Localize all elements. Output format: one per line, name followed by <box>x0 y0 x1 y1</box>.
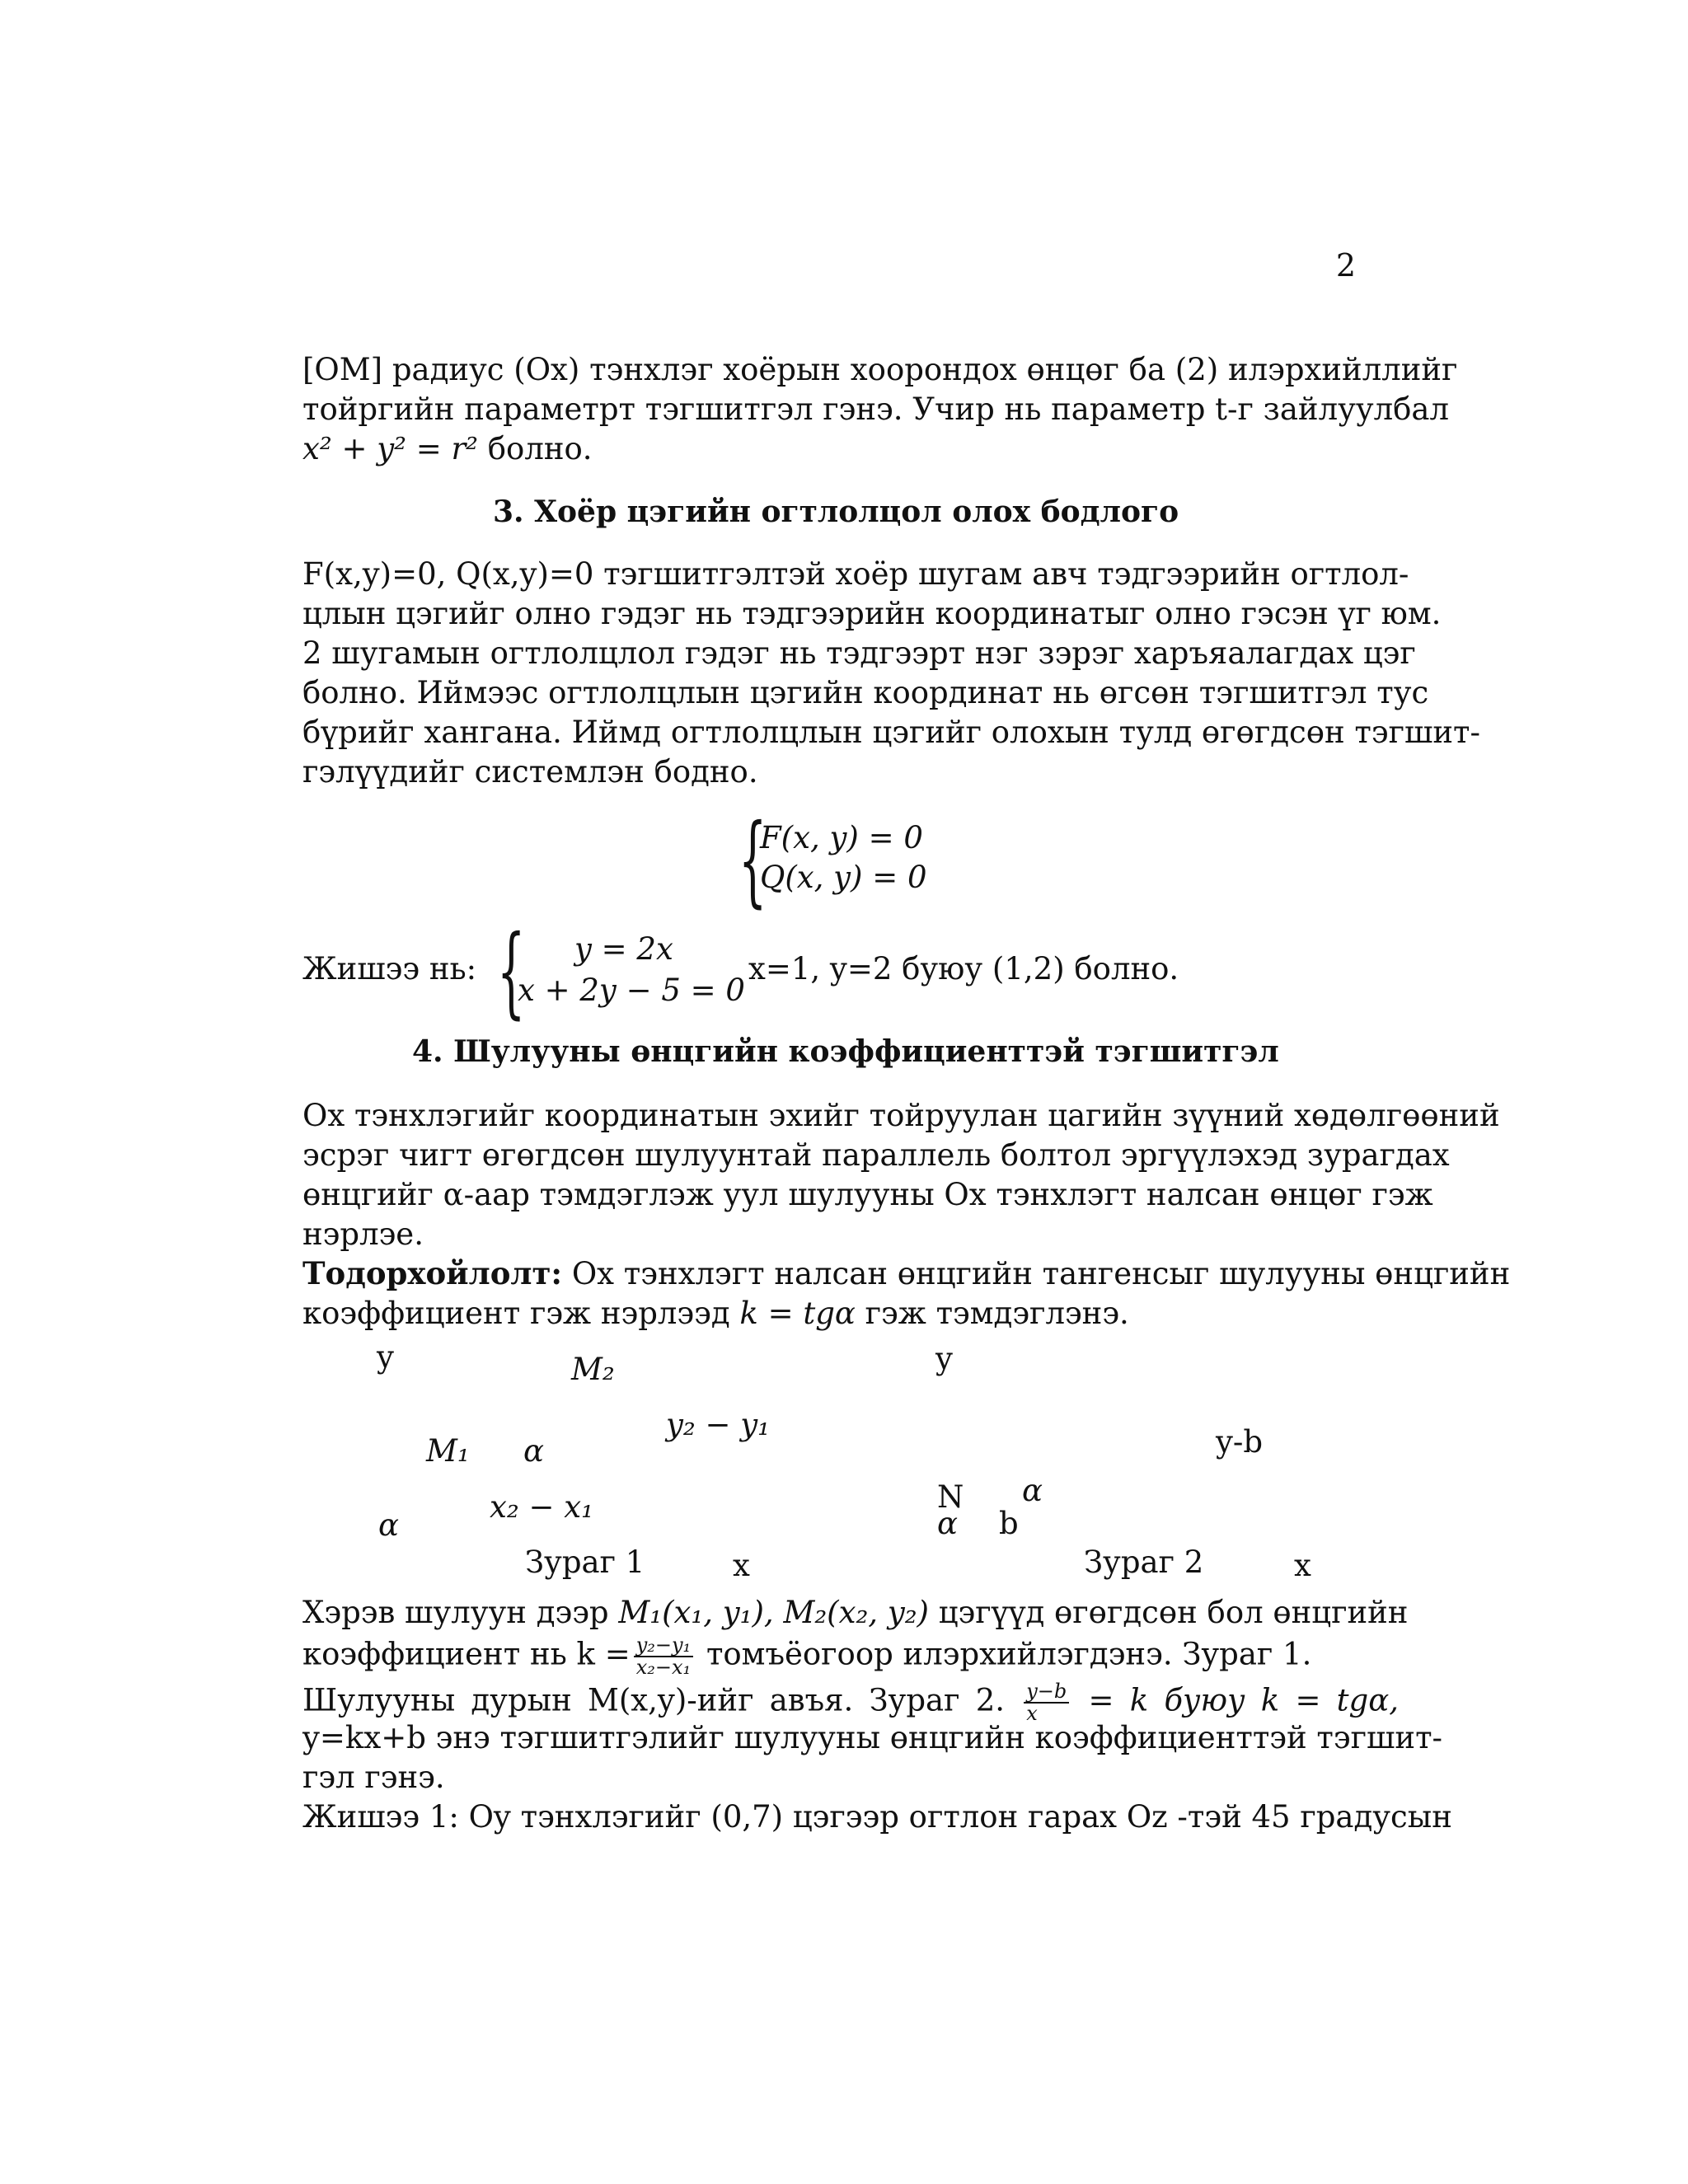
section-4-line: өнцгийг α-аар тэмдэглэж уул шулууны Ox тэнхлэгт налсан өнцөг гэж <box>302 1177 1433 1212</box>
fig1-alpha-bottom: α <box>378 1507 399 1543</box>
fig2-yb-label: y-b <box>1216 1424 1264 1460</box>
example-label: Жишээ нь: <box>302 951 477 987</box>
section-3-line: гэлүүдийг системлэн бодно. <box>302 754 758 790</box>
example-eq-2: x + 2y − 5 = 0 <box>518 972 745 1008</box>
closing-line-6: Жишээ 1: Oy тэнхлэгийг (0,7) цэгээр огтлон гарах Oz -тэй 45 градусын <box>302 1799 1452 1835</box>
closing-line-2: коэффициент нь k = $\frac{\text{y₂−y₁}}{\text{x₂−x₁}}$ томъёогоор илэрхийлэгдэнэ. Зураг 1. <box>302 1633 1312 1680</box>
intro-line-3-text: болно. <box>487 431 593 466</box>
fig1-x-axis-label: x <box>733 1548 750 1583</box>
circle-equation: x² + y² = r² <box>302 431 479 466</box>
slope-formula: k = tgα <box>739 1296 856 1331</box>
example-brace: { <box>496 915 526 1029</box>
definition-line-1 <box>302 1255 1511 1291</box>
fig2-y-axis-label: y <box>935 1341 953 1376</box>
section-3-heading: 3. Хоёр цэгийн огтлолцол олох бодлого <box>493 494 1179 529</box>
fig1-y-axis-label: y <box>377 1339 394 1375</box>
fig1-m2-label: M₂ <box>571 1352 615 1387</box>
definition-text: Ox тэнхлэгт налсан өнцгийн тангенсыг шулууны өнцгийн <box>571 1256 1511 1291</box>
fig2-alpha-right: α <box>1022 1473 1043 1508</box>
points-m1-m2: M₁(x₁, y₁), M₂(x₂, y₂) <box>618 1595 929 1630</box>
fig2-n-label: N <box>937 1479 964 1515</box>
fig2-b-label: b <box>999 1506 1019 1541</box>
fig1-caption: Зураг 1 <box>525 1544 645 1580</box>
closing-line-5: гэл гэнэ. <box>302 1760 445 1795</box>
definition-line-2: коэффициент гэж нэрлээд k = tgα гэж тэмдэглэнэ. <box>302 1296 1129 1331</box>
intro-line-3 <box>302 431 593 466</box>
fig1-m1-label: M₁ <box>426 1433 470 1469</box>
closing-line-3: Шулууны дурын M(x,y)-ийг авъя. Зураг 2. $\frac{y-b}{x}$ = k буюу k = tgα, <box>302 1680 1399 1726</box>
section-3-line: F(x,y)=0, Q(x,y)=0 тэгшитгэлтэй хоёр шугам авч тэдгээрийн огтлол- <box>302 556 1409 592</box>
closing-line-1: Хэрэв шулуун дээр M₁(x₁, y₁), M₂(x₂, y₂) цэгүүд өгөгдсөн бол өнцгийн <box>302 1595 1409 1630</box>
system-eq-2: Q(x, y) = 0 <box>760 860 927 895</box>
section-3-line: 2 шугамын огтлолцлол гэдэг нь тэдгээрт нэг зэрэг харъяалагдах цэг <box>302 635 1416 671</box>
fig2-caption: Зураг 2 <box>1084 1544 1204 1580</box>
section-3-line: цлын цэгийг олно гэдэг нь тэдгээрийн координатыг олно гэсэн үг юм. <box>302 596 1442 631</box>
definition-label: Тодорхойлолт: <box>302 1255 563 1291</box>
slope-fraction: $\frac{\text{y₂−y₁}}{\text{x₂−x₁}}$ <box>634 1635 693 1678</box>
intro-line-1: [OM] радиус (Ox) тэнхлэг хоёрын хоорондох өнцөг ба (2) илэрхийллийг <box>302 352 1458 387</box>
yb-over-x-fraction: $\frac{y-b}{x}$ <box>1024 1681 1069 1724</box>
example-eq-1: y = 2x <box>574 931 673 967</box>
section-4-line: Ox тэнхлэгийг координатын эхийг тойруулан цагийн зүүний хөдөлгөөний <box>302 1098 1500 1133</box>
fig2-x-axis-label: x <box>1294 1548 1311 1583</box>
page-number: 2 <box>1335 247 1356 284</box>
fig2-alpha-left: α <box>937 1506 958 1541</box>
section-4-line: нэрлэе. <box>302 1216 424 1252</box>
system-brace: { <box>738 804 767 918</box>
intro-line-2: тойргийн параметрт тэгшитгэл гэнэ. Учир нь параметр t-г зайлуулбал <box>302 391 1449 427</box>
example-result: x=1, y=2 буюу (1,2) болно. <box>748 951 1179 987</box>
fig1-alpha-top: α <box>523 1433 544 1469</box>
system-eq-1: F(x, y) = 0 <box>760 820 923 855</box>
section-3-line: болно. Иймээс огтлолцлын цэгийн координат нь өгсөн тэгшитгэл тус <box>302 675 1429 710</box>
closing-line-4: y=kx+b энэ тэгшитгэлийг шулууны өнцгийн коэффициенттэй тэгшит- <box>302 1720 1443 1755</box>
section-4-line: эсрэг чигт өгөгдсөн шулуунтай параллель болтол эргүүлэхэд зурагдах <box>302 1137 1450 1173</box>
section-3-line: бүрийг хангана. Иймд огтлолцлын цэгийг олохын тулд өгөгдсөн тэгшит- <box>302 715 1481 750</box>
section-4-heading: 4. Шулууны өнцгийн коэффициенттэй тэгшитгэл <box>412 1034 1279 1069</box>
fig1-dy-label: y₂ − y₁ <box>666 1407 770 1442</box>
fig1-dx-label: x₂ − x₁ <box>490 1489 593 1525</box>
